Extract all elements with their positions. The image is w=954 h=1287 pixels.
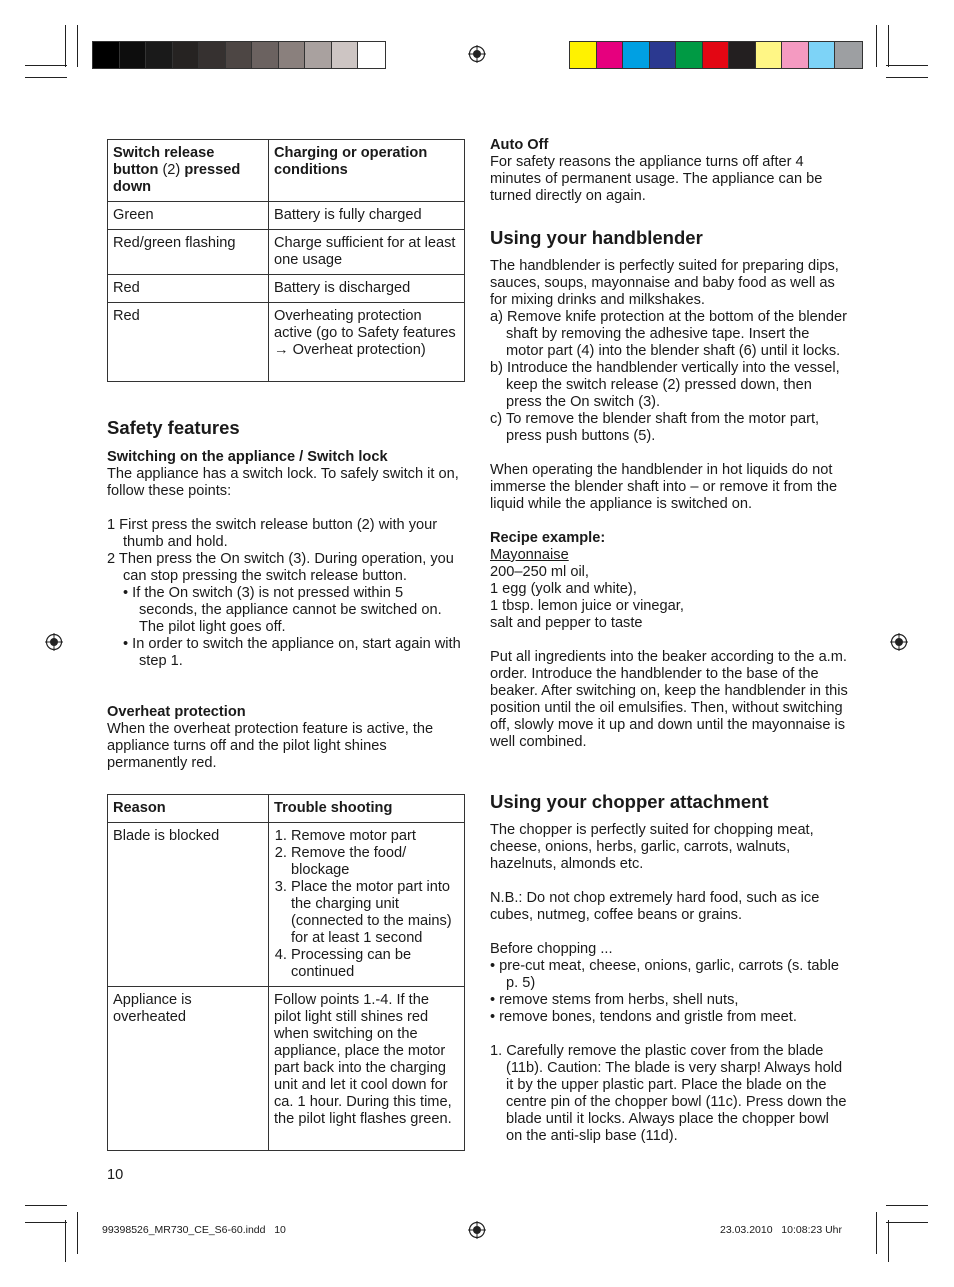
crop-mark <box>25 77 67 78</box>
list-item: b) Introduce the handblender vertically into the vessel, keep the switch release (2) pressed down, then press the On switch (3). <box>490 360 840 410</box>
subheading: Switching on the appliance / Switch lock <box>107 449 388 465</box>
table-header-cell: Switch release button (2) pressed down <box>108 140 269 202</box>
color-swatch <box>358 42 385 68</box>
table-cell: Blade is blocked <box>108 823 269 987</box>
color-swatch <box>226 42 253 68</box>
section-heading: Safety features <box>107 417 240 438</box>
color-swatch <box>93 42 120 68</box>
color-swatch <box>305 42 332 68</box>
steps-list <box>274 828 459 981</box>
troubleshooting-table <box>107 794 465 1151</box>
list-item: • remove bones, tendons and gristle from meet. <box>490 1009 797 1025</box>
crop-mark <box>886 65 928 66</box>
color-swatch <box>279 42 306 68</box>
color-swatch <box>729 42 756 68</box>
table-cell: Green <box>108 202 269 230</box>
list-item: • remove stems from herbs, shell nuts, <box>490 992 739 1008</box>
list-item: • pre-cut meat, cheese, onions, garlic, carrots (s. table p. 5) <box>490 958 840 991</box>
slug-date: 23.03.2010 10:08:23 Uhr <box>720 1224 843 1236</box>
table-cell: Red <box>108 303 269 382</box>
crop-mark <box>25 65 67 66</box>
table-cell: Charge sufficient for at least one usage <box>269 230 465 275</box>
paragraph: When the overheat protection feature is active, the appliance turns off and the pilot light shines permanently red. <box>107 721 434 771</box>
list-item: 1. Carefully remove the plastic cover from the blade (11b). Caution: The blade is very sharp! Always hold it by the upper plastic part. Place the blade on the centre pin of the chopper bowl (11c). Press down the blade until it locks. Always place the chopper bowl on the anti-slip base (11d). <box>490 1043 847 1144</box>
paragraph: The appliance has a switch lock. To safely switch it on, follow these points: <box>107 466 459 499</box>
crop-mark <box>886 77 928 78</box>
crop-mark <box>65 25 66 67</box>
crop-mark <box>886 1222 928 1223</box>
color-swatch <box>835 42 862 68</box>
paragraph: For safety reasons the appliance turns off after 4 minutes of permanent usage. The appliance can be turned directly on again. <box>490 154 823 204</box>
color-swatch <box>703 42 730 68</box>
color-swatch <box>332 42 359 68</box>
chopper-section <box>490 822 848 1145</box>
list-item: 2 Then press the On switch (3). During operation, you can stop pressing the switch release button. <box>107 551 454 584</box>
color-swatch <box>782 42 809 68</box>
grayscale-strip <box>92 41 386 69</box>
color-swatch <box>173 42 200 68</box>
color-swatch <box>676 42 703 68</box>
list-item: 1 egg (yolk and white), <box>490 581 637 597</box>
safety-section <box>107 449 462 670</box>
subheading: Auto Off <box>490 137 549 153</box>
list-item: 200–250 ml oil, <box>490 564 589 580</box>
crop-mark <box>876 25 877 67</box>
crop-mark <box>25 1205 67 1206</box>
color-swatch <box>623 42 650 68</box>
list-item: salt and pepper to taste <box>490 615 643 631</box>
list-item: 1. Remove motor part <box>291 828 459 845</box>
registration-mark-icon <box>468 45 486 63</box>
crop-mark <box>77 1212 78 1254</box>
paragraph: The handblender is perfectly suited for preparing dips, sauces, soups, mayonnaise and baby food as well as for mixing drinks and milkshakes. <box>490 258 839 308</box>
list-item: 1 tbsp. lemon juice or vinegar, <box>490 598 684 614</box>
color-swatch <box>146 42 173 68</box>
handblender-section <box>490 258 848 751</box>
list-item: c) To remove the blender shaft from the motor part, press push buttons (5). <box>490 411 820 444</box>
section-heading: Using your chopper attachment <box>490 791 769 812</box>
list-item: 4. Processing can be continued <box>291 947 459 981</box>
recipe-name: Mayonnaise <box>490 547 569 563</box>
table-header-cell: Trouble shooting <box>269 795 465 823</box>
crop-mark <box>886 1205 928 1206</box>
page-number: 10 <box>107 1167 124 1183</box>
table-cell: Red/green flashing <box>108 230 269 275</box>
registration-mark-icon <box>890 633 908 651</box>
paragraph: When operating the handblender in hot liquids do not immerse the blender shaft into – or remove it from the liquid while the appliance is switched on. <box>490 462 838 512</box>
color-swatch <box>756 42 783 68</box>
paragraph: Put all ingredients into the beaker according to the a.m. order. Introduce the handblender to the base of the beaker. After switching on, keep the handblender in this position until the oil emulsifies. Then, without switching off, slowly move it up and down until the mayonnaise is well combined. <box>490 649 848 750</box>
list-item: a) Remove knife protection at the bottom of the blender shaft by removing the adhesive tape. Insert the motor part (4) into the blender shaft (6) until it locks. <box>490 309 847 359</box>
crop-mark <box>888 1220 889 1262</box>
registration-mark-icon <box>468 1221 486 1239</box>
crop-mark <box>25 1222 67 1223</box>
table-cell: Battery is fully charged <box>269 202 465 230</box>
table-cell: Red <box>108 275 269 303</box>
crop-mark <box>77 25 78 67</box>
color-swatch <box>570 42 597 68</box>
table-cell: Appliance is overheated <box>108 987 269 1151</box>
crop-mark <box>888 25 889 67</box>
color-swatch <box>120 42 147 68</box>
crop-mark <box>876 1212 877 1254</box>
list-item: 1 First press the switch release button (2) with your thumb and hold. <box>107 517 438 550</box>
paragraph: The chopper is perfectly suited for chopping meat, cheese, onions, herbs, garlic, carrots, walnuts, hazelnuts, almonds etc. <box>490 822 814 872</box>
color-swatch <box>597 42 624 68</box>
paragraph: Before chopping ... <box>490 941 613 957</box>
table-cell: Battery is discharged <box>269 275 465 303</box>
auto-off-section <box>490 137 840 205</box>
list-item: 2. Remove the food/ blockage <box>291 845 459 879</box>
subheading: Overheat protection <box>107 704 246 720</box>
table-header-cell: Reason <box>108 795 269 823</box>
color-swatch <box>252 42 279 68</box>
color-swatch <box>199 42 226 68</box>
list-item: • In order to switch the appliance on, start again with step 1. <box>123 636 461 669</box>
subheading: Recipe example: <box>490 530 606 546</box>
color-swatch <box>809 42 836 68</box>
table-header-cell: Charging or operation conditions <box>269 140 465 202</box>
section-heading: Using your handblender <box>490 227 703 248</box>
table-cell: Overheating protection active (go to Safety features → Overheat protection) <box>269 303 465 382</box>
overheat-section <box>107 704 447 772</box>
list-item: • If the On switch (3) is not pressed within 5 seconds, the appliance cannot be switched on. The pilot light goes off. <box>123 585 442 635</box>
list-item: 3. Place the motor part into the charging unit (connected to the mains) for at least 1 second <box>291 879 459 947</box>
paragraph: N.B.: Do not chop extremely hard food, such as ice cubes, nutmeg, coffee beans or grains. <box>490 890 820 923</box>
crop-mark <box>65 1220 66 1262</box>
registration-mark-icon <box>45 633 63 651</box>
table-cell: Follow points 1.-4. If the pilot light still shines red when switching on the appliance, place the motor part back into the charging unit and let it cool down for ca. 1 hour. During this time, the pilot light flashes green. <box>269 987 465 1151</box>
slug-file: 99398526_MR730_CE_S6-60.indd 10 <box>102 1224 286 1236</box>
table-cell <box>269 823 465 987</box>
color-swatch <box>650 42 677 68</box>
led-status-table <box>107 139 465 382</box>
color-strip <box>569 41 863 69</box>
